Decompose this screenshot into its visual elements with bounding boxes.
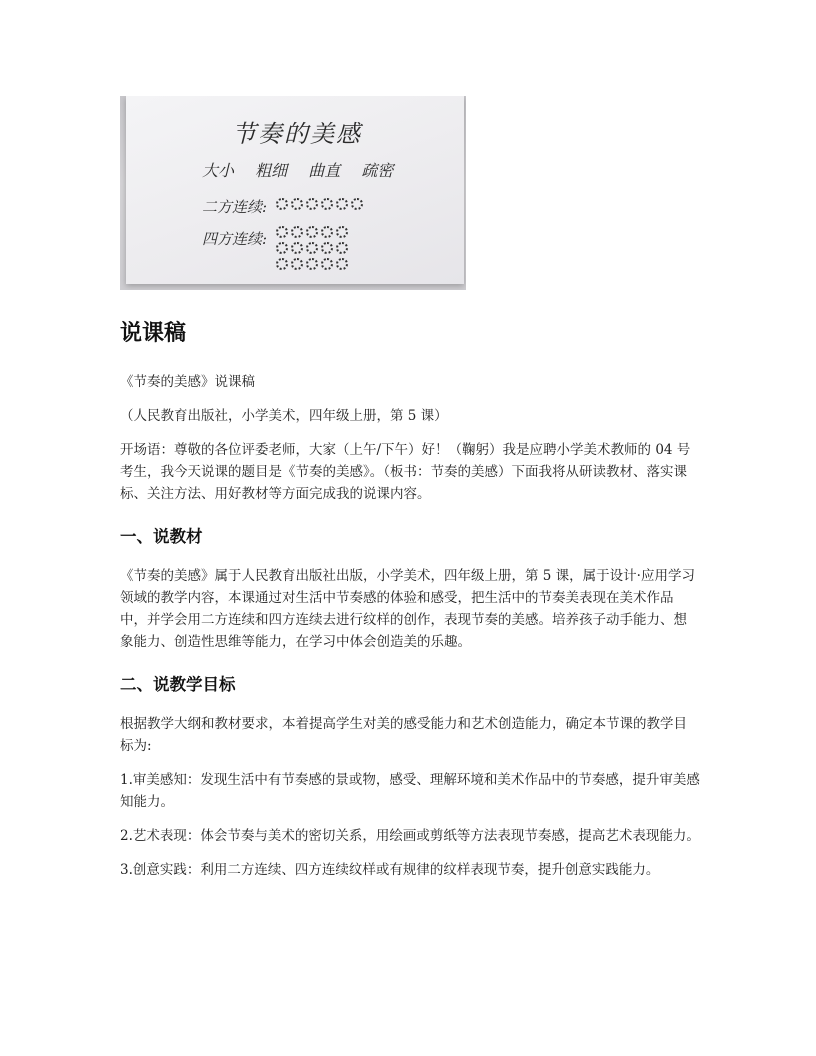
handwritten-words — [202, 158, 409, 181]
document-body — [120, 310, 700, 893]
flower-icon — [291, 258, 303, 270]
flower-icon — [336, 198, 348, 210]
four-direction-pattern-row — [276, 258, 348, 270]
flower-icon — [351, 198, 363, 210]
flower-icon — [306, 258, 318, 270]
flower-icon — [276, 198, 288, 210]
document-subtitle: 《节奏的美感》说课稿 — [120, 374, 255, 390]
flower-icon — [276, 242, 288, 254]
intro-paragraph: 开场语：尊敬的各位评委老师，大家（上午/下午）好！（鞠躬）我是应聘小学美术教师的 04 号考生，我今天说课的题目是《节奏的美感》。（板书：节奏的美感）下面我将从研读教材、落实课标、关注方法、用好教材等方面完成我的说课内容。 — [120, 442, 691, 502]
word-item: 曲直 — [308, 161, 341, 180]
word-item: 粗细 — [255, 161, 288, 180]
document-title: 说课稿 — [120, 321, 187, 346]
handwritten-title: 节奏的美感 — [232, 120, 362, 148]
flower-icon — [336, 242, 348, 254]
flower-icon — [321, 226, 333, 238]
two-direction-label: 二方连续: — [202, 198, 268, 216]
section-heading: 二、说教学目标 — [120, 675, 236, 694]
four-direction-pattern-row — [276, 226, 348, 238]
flower-icon — [276, 226, 288, 238]
flower-icon — [276, 258, 288, 270]
flower-icon — [291, 242, 303, 254]
goal-item: 1.审美感知：发现生活中有节奏感的景或物，感受、理解环境和美术作品中的节奏感，提升审美感知能力。 — [120, 772, 700, 810]
two-direction-pattern — [276, 198, 363, 210]
goal-item: 3.创意实践：利用二方连续、四方连续纹样或有规律的纹样表现节奏，提升创意实践能力。 — [120, 862, 660, 878]
flower-icon — [336, 258, 348, 270]
flower-icon — [321, 258, 333, 270]
flower-icon — [306, 242, 318, 254]
flower-icon — [306, 198, 318, 210]
four-direction-label: 四方连续: — [202, 230, 268, 248]
flower-icon — [336, 226, 348, 238]
word-item: 疏密 — [361, 161, 394, 180]
flower-icon — [291, 226, 303, 238]
section-paragraph: 《节奏的美感》属于人民教育出版社出版，小学美术，四年级上册，第 5 课，属于设计·应用学习领域的教学内容，本课通过对生活中节奏感的体验和感受，把生活中的节奏美表现在美术作品中，并学会用二方连续和四方连续去进行纹样的创作，表现节奏的美感。培养孩子动手能力、想象能力、创造性思维等能力，在学习中体会创造美的乐趣。 — [120, 568, 695, 650]
flower-icon — [321, 198, 333, 210]
section-heading: 一、说教材 — [120, 527, 203, 546]
flower-icon — [291, 198, 303, 210]
section-paragraph: 根据教学大纲和教材要求，本着提高学生对美的感受能力和艺术创造能力，确定本节课的教学目标为: — [120, 716, 687, 754]
blackboard-photo — [120, 96, 466, 290]
handwritten-paper — [126, 96, 464, 284]
word-item: 大小 — [202, 161, 235, 180]
flower-icon — [306, 226, 318, 238]
document-source: （人民教育出版社，小学美术，四年级上册，第 5 课） — [120, 408, 448, 424]
flower-icon — [321, 242, 333, 254]
four-direction-pattern-row — [276, 242, 348, 254]
goal-item: 2.艺术表现：体会节奏与美术的密切关系，用绘画或剪纸等方法表现节奏感，提高艺术表现能力。 — [120, 828, 700, 844]
